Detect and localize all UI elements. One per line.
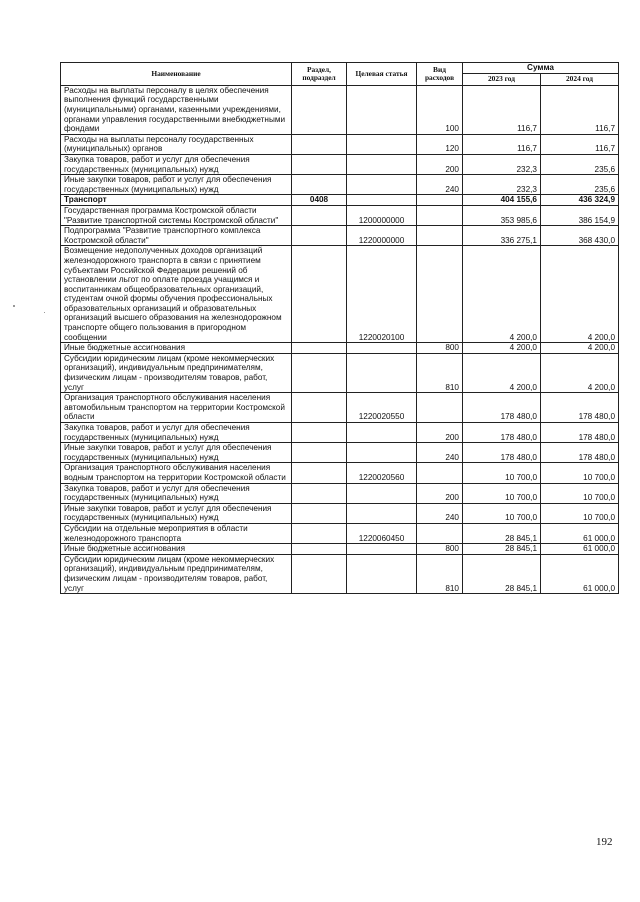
table-row: [61, 226, 619, 246]
row-2024-cell: 368 430,0: [541, 226, 619, 246]
table-row: [61, 134, 619, 154]
header-kind: Вид расходов: [417, 63, 463, 86]
row-kind-cell: 240: [417, 443, 463, 463]
row-2024-cell: 4 200,0: [541, 353, 619, 392]
header-year-2023: 2023 год: [463, 74, 541, 85]
row-name-cell: Организация транспортного обслуживания населения водным транспортом на территории Костромской области: [61, 463, 292, 483]
row-name-cell: Иные бюджетные ассигнования: [61, 544, 292, 555]
row-2023-cell: 4 200,0: [463, 353, 541, 392]
table-row: [61, 554, 619, 593]
row-kind-cell: 200: [417, 483, 463, 503]
row-target-cell: [347, 423, 417, 443]
row-kind-cell: 200: [417, 154, 463, 174]
row-kind-cell: 800: [417, 544, 463, 555]
row-2023-cell: 116,7: [463, 134, 541, 154]
row-2023-cell: 178 480,0: [463, 443, 541, 463]
row-2024-cell: 436 324,9: [541, 195, 619, 206]
table-row: [61, 343, 619, 354]
row-2024-cell: 10 700,0: [541, 463, 619, 483]
row-kind-cell: 240: [417, 175, 463, 195]
row-2024-cell: 61 000,0: [541, 523, 619, 543]
row-kind-cell: 800: [417, 343, 463, 354]
row-2024-cell: 178 480,0: [541, 423, 619, 443]
row-2023-cell: 28 845,1: [463, 544, 541, 555]
row-section-cell: [292, 423, 347, 443]
row-2023-cell: 232,3: [463, 154, 541, 174]
row-2024-cell: 386 154,9: [541, 205, 619, 225]
row-target-cell: 1220020560: [347, 463, 417, 483]
row-target-cell: [347, 154, 417, 174]
row-section-cell: [292, 483, 347, 503]
row-target-cell: [347, 85, 417, 134]
row-target-cell: [347, 195, 417, 206]
row-section-cell: [292, 246, 347, 343]
row-2023-cell: 10 700,0: [463, 503, 541, 523]
row-target-cell: 1220000000: [347, 226, 417, 246]
table-row: [61, 544, 619, 555]
row-name-cell: Иные закупки товаров, работ и услуг для обеспечения государственных (муниципальных) нужд: [61, 503, 292, 523]
row-2023-cell: 10 700,0: [463, 483, 541, 503]
row-kind-cell: [417, 226, 463, 246]
table-row: [61, 353, 619, 392]
scan-speck: [44, 312, 45, 313]
header-target: Целевая статья: [347, 63, 417, 86]
row-2023-cell: 28 845,1: [463, 523, 541, 543]
row-target-cell: [347, 134, 417, 154]
row-2023-cell: 178 480,0: [463, 423, 541, 443]
row-kind-cell: [417, 463, 463, 483]
row-kind-cell: 810: [417, 353, 463, 392]
table-row: [61, 205, 619, 225]
row-2024-cell: 235,6: [541, 175, 619, 195]
table-row: [61, 154, 619, 174]
row-target-cell: [347, 343, 417, 354]
row-2023-cell: 4 200,0: [463, 246, 541, 343]
row-2024-cell: 4 200,0: [541, 343, 619, 354]
page-number: 192: [596, 836, 613, 848]
row-target-cell: 1220060450: [347, 523, 417, 543]
row-kind-cell: [417, 195, 463, 206]
row-name-cell: Транспорт: [61, 195, 292, 206]
row-2023-cell: 28 845,1: [463, 554, 541, 593]
row-name-cell: Иные закупки товаров, работ и услуг для обеспечения государственных (муниципальных) нужд: [61, 443, 292, 463]
row-2024-cell: 235,6: [541, 154, 619, 174]
row-2024-cell: 4 200,0: [541, 246, 619, 343]
row-2023-cell: 4 200,0: [463, 343, 541, 354]
row-target-cell: [347, 544, 417, 555]
row-target-cell: [347, 353, 417, 392]
row-target-cell: [347, 175, 417, 195]
row-kind-cell: 100: [417, 85, 463, 134]
row-target-cell: 1220020100: [347, 246, 417, 343]
row-name-cell: Иные бюджетные ассигнования: [61, 343, 292, 354]
header-name: Наименование: [61, 63, 292, 86]
row-name-cell: Расходы на выплаты персоналу в целях обеспечения выполнения функций государственными (муниципальными) органами, казенными учреждениями, органами управления государственными внебюджетными фондами: [61, 85, 292, 134]
scan-speck: [13, 305, 15, 307]
table-row: [61, 85, 619, 134]
row-section-cell: [292, 85, 347, 134]
table-row: [61, 443, 619, 463]
table-row: [61, 423, 619, 443]
table-row: [61, 503, 619, 523]
row-kind-cell: 120: [417, 134, 463, 154]
row-2024-cell: 10 700,0: [541, 503, 619, 523]
row-kind-cell: [417, 393, 463, 423]
row-target-cell: 1220020550: [347, 393, 417, 423]
row-section-cell: [292, 353, 347, 392]
table-row: [61, 246, 619, 343]
row-section-cell: [292, 503, 347, 523]
row-target-cell: [347, 554, 417, 593]
row-section-cell: [292, 134, 347, 154]
row-kind-cell: 810: [417, 554, 463, 593]
row-2023-cell: 178 480,0: [463, 393, 541, 423]
row-2023-cell: 404 155,6: [463, 195, 541, 206]
row-name-cell: Иные закупки товаров, работ и услуг для обеспечения государственных (муниципальных) нужд: [61, 175, 292, 195]
row-name-cell: Подпрограмма "Развитие транспортного комплекса Костромской области": [61, 226, 292, 246]
row-section-cell: [292, 175, 347, 195]
table-row: [61, 523, 619, 543]
row-section-cell: 0408: [292, 195, 347, 206]
row-section-cell: [292, 443, 347, 463]
row-section-cell: [292, 205, 347, 225]
row-kind-cell: [417, 523, 463, 543]
table-body: [61, 85, 619, 593]
row-section-cell: [292, 463, 347, 483]
row-section-cell: [292, 343, 347, 354]
header-section: Раздел, подраздел: [292, 63, 347, 86]
header-sum: Сумма: [463, 63, 619, 74]
budget-table: [60, 62, 619, 594]
row-2023-cell: 116,7: [463, 85, 541, 134]
row-target-cell: [347, 443, 417, 463]
row-2024-cell: 61 000,0: [541, 544, 619, 555]
row-name-cell: Субсидии юридическим лицам (кроме некоммерческих организаций), индивидуальным предпринимателям, физическим лицам - производителям товаров, работ, услуг: [61, 554, 292, 593]
table-row: [61, 393, 619, 423]
row-name-cell: Закупка товаров, работ и услуг для обеспечения государственных (муниципальных) нужд: [61, 483, 292, 503]
row-name-cell: Расходы на выплаты персоналу государственных (муниципальных) органов: [61, 134, 292, 154]
row-target-cell: [347, 503, 417, 523]
row-kind-cell: 240: [417, 503, 463, 523]
row-2023-cell: 232,3: [463, 175, 541, 195]
row-section-cell: [292, 393, 347, 423]
row-section-cell: [292, 154, 347, 174]
row-kind-cell: 200: [417, 423, 463, 443]
row-target-cell: [347, 483, 417, 503]
row-kind-cell: [417, 246, 463, 343]
header-year-2024: 2024 год: [541, 74, 619, 85]
row-2024-cell: 10 700,0: [541, 483, 619, 503]
row-2023-cell: 353 985,6: [463, 205, 541, 225]
row-2024-cell: 178 480,0: [541, 443, 619, 463]
row-2023-cell: 10 700,0: [463, 463, 541, 483]
row-2024-cell: 116,7: [541, 85, 619, 134]
row-section-cell: [292, 554, 347, 593]
table-row: [61, 195, 619, 206]
row-name-cell: Возмещение недополученных доходов организаций железнодорожного транспорта в связи с принятием субъектами Российской Федерации решений об установлении льгот по оплате проезда учащимся и воспитанникам общеобразовательных организаций, студентам очной формы обучения профессиональных образовательных организаций и образовательных организаций высшего образования на железнодорожном транспорте общего пользования в пригородном сообщении: [61, 246, 292, 343]
table-row: [61, 463, 619, 483]
row-section-cell: [292, 544, 347, 555]
row-name-cell: Государственная программа Костромской области "Развитие транспортной системы Костромской области": [61, 205, 292, 225]
row-2024-cell: 116,7: [541, 134, 619, 154]
row-name-cell: Субсидии на отдельные мероприятия в области железнодорожного транспорта: [61, 523, 292, 543]
row-name-cell: Закупка товаров, работ и услуг для обеспечения государственных (муниципальных) нужд: [61, 423, 292, 443]
row-name-cell: Закупка товаров, работ и услуг для обеспечения государственных (муниципальных) нужд: [61, 154, 292, 174]
row-2024-cell: 178 480,0: [541, 393, 619, 423]
table-row: [61, 483, 619, 503]
row-section-cell: [292, 523, 347, 543]
row-kind-cell: [417, 205, 463, 225]
row-section-cell: [292, 226, 347, 246]
row-2024-cell: 61 000,0: [541, 554, 619, 593]
row-name-cell: Организация транспортного обслуживания населения автомобильным транспортом на территории Костромской области: [61, 393, 292, 423]
row-name-cell: Субсидии юридическим лицам (кроме некоммерческих организаций), индивидуальным предпринимателям, физическим лицам - производителям товаров, работ, услуг: [61, 353, 292, 392]
row-2023-cell: 336 275,1: [463, 226, 541, 246]
row-target-cell: 1200000000: [347, 205, 417, 225]
table-row: [61, 175, 619, 195]
